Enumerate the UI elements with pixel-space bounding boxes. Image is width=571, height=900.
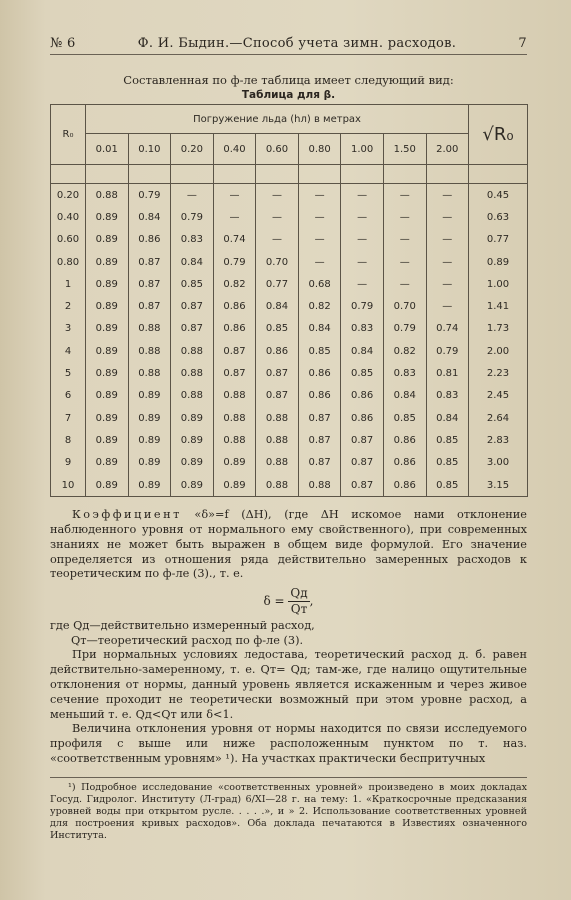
table-row — [51, 184, 528, 207]
beta-value-cell: — — [341, 184, 384, 207]
beta-value-cell: 0.85 — [426, 474, 469, 497]
beta-value-cell: 0.83 — [341, 318, 384, 340]
footnote — [50, 777, 527, 842]
beta-value-cell: 0.79 — [128, 184, 171, 207]
beta-value-cell: 0.79 — [426, 340, 469, 362]
r-value-cell: 1 — [51, 273, 86, 295]
beta-value-cell: 0.85 — [383, 407, 426, 429]
paragraph-lead: Коэффициент — [72, 508, 182, 522]
beta-value-cell: 0.88 — [256, 452, 299, 474]
beta-value-cell: 0.88 — [128, 362, 171, 384]
sqrt-value-cell: 1.00 — [469, 273, 528, 295]
table-row — [51, 295, 528, 317]
beta-value-cell: 0.89 — [171, 429, 214, 451]
beta-value-cell: 0.89 — [171, 474, 214, 497]
beta-value-cell: 0.70 — [383, 295, 426, 317]
footnote-text: ¹) Подробное исследование «соответственных уровней» произведено в моих докладах Госуд. Гидролог. Институту (Л-град) 6/XI—28 г. на тему: 1. «Краткосрочные предсказания уровней воды при открытом русле. . . . .», и » 2. Использование соответственных уровней для построения кривых расходов». Оба доклада печатаются в Известиях означенного Института. — [50, 781, 527, 841]
table-intro: Составленная по ф-ле таблица имеет следующий вид: — [123, 73, 454, 87]
r-value-cell: 5 — [51, 362, 86, 384]
sqrt-value-cell: 1.41 — [469, 295, 528, 317]
beta-value-cell: 0.84 — [171, 251, 214, 273]
beta-value-cell: 0.88 — [128, 318, 171, 340]
beta-value-cell: 0.88 — [171, 340, 214, 362]
where-line-1: где Qд—действительно измеренный расход, — [50, 618, 315, 632]
r-value-cell: 8 — [51, 429, 86, 451]
beta-value-cell: — — [341, 206, 384, 228]
beta-value-cell: 0.89 — [128, 474, 171, 497]
beta-value-cell: 0.79 — [171, 206, 214, 228]
beta-value-cell: 0.81 — [426, 362, 469, 384]
beta-value-cell: — — [256, 184, 299, 207]
depth-column-header: 0.60 — [256, 134, 299, 165]
beta-value-cell: 0.84 — [426, 407, 469, 429]
beta-value-cell: 0.87 — [171, 318, 214, 340]
beta-value-cell: 0.79 — [213, 251, 256, 273]
beta-value-cell: 0.88 — [86, 184, 129, 207]
beta-value-cell: 0.89 — [86, 206, 129, 228]
beta-value-cell: 0.85 — [426, 452, 469, 474]
body-text — [50, 508, 527, 767]
sqrt-value-cell: 0.45 — [469, 184, 528, 207]
formula-lhs: δ = — [263, 593, 285, 608]
beta-value-cell: 0.89 — [86, 251, 129, 273]
beta-value-cell: 0.85 — [298, 340, 341, 362]
beta-value-cell: 0.84 — [383, 385, 426, 407]
beta-value-cell: 0.88 — [128, 340, 171, 362]
beta-value-cell: 0.88 — [298, 474, 341, 497]
beta-value-cell: 0.86 — [213, 295, 256, 317]
sqrt-value-cell: 0.63 — [469, 206, 528, 228]
beta-value-cell: — — [383, 206, 426, 228]
beta-value-cell: 0.84 — [298, 318, 341, 340]
beta-value-cell: 0.87 — [213, 340, 256, 362]
beta-value-cell: 0.83 — [383, 362, 426, 384]
beta-value-cell: — — [341, 229, 384, 251]
r-value-cell: 4 — [51, 340, 86, 362]
table-row — [51, 385, 528, 407]
beta-value-cell: 0.82 — [213, 273, 256, 295]
beta-value-cell: — — [213, 184, 256, 207]
formula — [50, 586, 527, 617]
r-value-cell: 0.40 — [51, 206, 86, 228]
sqrt-value-cell: 2.45 — [469, 385, 528, 407]
beta-value-cell: — — [171, 184, 214, 207]
table-row — [51, 429, 528, 451]
beta-value-cell: — — [341, 251, 384, 273]
beta-value-cell: 0.87 — [298, 452, 341, 474]
beta-value-cell: 0.83 — [171, 229, 214, 251]
r-value-cell: 2 — [51, 295, 86, 317]
table-row — [51, 251, 528, 273]
beta-value-cell: 0.88 — [171, 385, 214, 407]
beta-value-cell: — — [298, 206, 341, 228]
beta-value-cell: — — [426, 229, 469, 251]
r-column-header: R₀ — [51, 105, 86, 165]
beta-value-cell: 0.87 — [341, 429, 384, 451]
beta-value-cell: 0.86 — [298, 362, 341, 384]
beta-value-cell: 0.87 — [128, 295, 171, 317]
beta-value-cell: 0.82 — [383, 340, 426, 362]
beta-value-cell: 0.88 — [213, 429, 256, 451]
sqrt-value-cell: 2.23 — [469, 362, 528, 384]
beta-value-cell: 0.79 — [341, 295, 384, 317]
table-caption: Таблица для β. — [241, 89, 336, 101]
beta-value-cell: — — [426, 273, 469, 295]
r-value-cell: 0.20 — [51, 184, 86, 207]
table-row — [51, 206, 528, 228]
formula-numerator: Qд — [290, 586, 308, 601]
depth-column-header: 1.50 — [383, 134, 426, 165]
depth-column-header: 2.00 — [426, 134, 469, 165]
issue-number: № 6 — [50, 36, 76, 51]
sqrt-value-cell: 0.89 — [469, 251, 528, 273]
beta-value-cell: — — [213, 206, 256, 228]
beta-value-cell: 0.87 — [256, 362, 299, 384]
beta-value-cell: 0.86 — [298, 385, 341, 407]
beta-value-cell: 0.88 — [213, 407, 256, 429]
beta-value-cell: 0.87 — [298, 429, 341, 451]
beta-value-cell: 0.86 — [341, 407, 384, 429]
beta-value-cell: 0.84 — [341, 340, 384, 362]
beta-value-cell: 0.89 — [86, 407, 129, 429]
formula-denominator: Qт — [290, 601, 308, 616]
beta-value-cell: 0.89 — [86, 229, 129, 251]
beta-value-cell: 0.89 — [128, 385, 171, 407]
beta-value-cell: — — [383, 251, 426, 273]
r-value-cell: 7 — [51, 407, 86, 429]
formula-fraction — [288, 586, 309, 617]
where-line-2: Qт—теоретический расход по ф-ле (3). — [71, 633, 304, 647]
beta-value-cell: 0.84 — [128, 206, 171, 228]
r-value-cell: 10 — [51, 474, 86, 497]
table-row — [51, 452, 528, 474]
beta-value-cell: 0.86 — [213, 318, 256, 340]
beta-value-cell: 0.86 — [383, 429, 426, 451]
beta-value-cell: 0.89 — [86, 362, 129, 384]
beta-value-cell: 0.89 — [128, 407, 171, 429]
r-value-cell: 6 — [51, 385, 86, 407]
beta-value-cell: 0.74 — [426, 318, 469, 340]
beta-value-cell: 0.87 — [128, 273, 171, 295]
beta-value-cell: — — [298, 184, 341, 207]
beta-value-cell: 0.85 — [256, 318, 299, 340]
header-title: Ф. И. Быдин.—Способ учета зимн. расходов. — [137, 36, 457, 51]
beta-value-cell: 0.89 — [128, 429, 171, 451]
beta-value-cell: — — [383, 273, 426, 295]
beta-value-cell: 0.88 — [256, 429, 299, 451]
formula-tail: , — [309, 593, 314, 608]
beta-value-cell: 0.87 — [256, 385, 299, 407]
beta-value-cell: 0.86 — [341, 385, 384, 407]
beta-value-cell: 0.89 — [86, 385, 129, 407]
table-row — [51, 474, 528, 497]
beta-value-cell: 0.89 — [86, 295, 129, 317]
beta-value-cell: 0.84 — [256, 295, 299, 317]
beta-value-cell: — — [298, 251, 341, 273]
sqrt-value-cell: 2.64 — [469, 407, 528, 429]
beta-value-cell: 0.89 — [86, 273, 129, 295]
depth-column-header: 1.00 — [341, 134, 384, 165]
page-number: 7 — [518, 36, 527, 51]
beta-value-cell: 0.89 — [213, 452, 256, 474]
beta-value-cell: 0.85 — [171, 273, 214, 295]
beta-value-cell: 0.89 — [86, 452, 129, 474]
paragraph-2: При нормальных условиях ледостава, теоретический расход д. б. равен действительно-замеренному, т. е. Qт= Qд; там-же, где налицо ощутительные отклонения от нормы, данный уровень является искаженным и через живое сечение проходит не теоретически возможный при этом уровне расход, а меньший т. е. Qд<Qт или δ<1. — [50, 648, 527, 721]
beta-value-cell: 0.88 — [171, 362, 214, 384]
running-header — [50, 36, 527, 55]
beta-value-cell: 0.68 — [298, 273, 341, 295]
beta-value-cell: 0.89 — [86, 429, 129, 451]
beta-value-cell: 0.82 — [298, 295, 341, 317]
beta-value-cell: — — [256, 206, 299, 228]
beta-value-cell: 0.89 — [171, 407, 214, 429]
beta-value-cell: 0.87 — [128, 251, 171, 273]
paragraph-1: «δ»=f (ΔH), (где ΔH искомое нами отклонение наблюденного уровня от нормального ему свойственного), при современных знаниях не может быть выражен в общем виде формулой. Его значение определяется из отношения ряда действительно замеренных расходов к теоретическим по ф-ле (3)., т. е. — [50, 508, 527, 581]
beta-value-cell: 0.88 — [256, 474, 299, 497]
beta-value-cell: 0.89 — [86, 340, 129, 362]
r-value-cell: 0.80 — [51, 251, 86, 273]
table-row — [51, 340, 528, 362]
sqrt-value-cell: 1.73 — [469, 318, 528, 340]
beta-value-cell: 0.89 — [128, 452, 171, 474]
beta-value-cell: — — [426, 251, 469, 273]
beta-value-cell: 0.88 — [213, 385, 256, 407]
beta-value-cell: — — [298, 229, 341, 251]
table-row — [51, 273, 528, 295]
beta-value-cell: 0.77 — [256, 273, 299, 295]
beta-value-cell: — — [426, 184, 469, 207]
depth-column-header: 0.10 — [128, 134, 171, 165]
beta-value-cell: 0.86 — [383, 474, 426, 497]
beta-value-cell: 0.87 — [341, 452, 384, 474]
beta-value-cell: 0.87 — [341, 474, 384, 497]
r-value-cell: 3 — [51, 318, 86, 340]
depth-column-header: 0.80 — [298, 134, 341, 165]
depth-column-header: 0.20 — [171, 134, 214, 165]
table-row — [51, 229, 528, 251]
beta-value-cell: 0.86 — [256, 340, 299, 362]
table-row — [51, 318, 528, 340]
sqrt-value-cell: 0.77 — [469, 229, 528, 251]
table-row — [51, 362, 528, 384]
beta-value-cell: 0.86 — [383, 452, 426, 474]
sqrt-value-cell: 3.00 — [469, 452, 528, 474]
beta-value-cell: 0.87 — [171, 295, 214, 317]
sqrt-value-cell: 3.15 — [469, 474, 528, 497]
beta-value-cell: 0.79 — [383, 318, 426, 340]
depth-column-header: 0.01 — [86, 134, 129, 165]
beta-value-cell: — — [341, 273, 384, 295]
r-value-cell: 0.60 — [51, 229, 86, 251]
beta-value-cell: 0.86 — [128, 229, 171, 251]
beta-value-cell: 0.74 — [213, 229, 256, 251]
beta-value-cell: 0.87 — [213, 362, 256, 384]
paragraph-3: Величина отклонения уровня от нормы находится по связи исследуемого профиля с выше или ниже расположенным пунктом по т. наз. «соответственным уровням» ¹). На участках практически беспритучных — [50, 722, 527, 765]
beta-table — [50, 104, 528, 497]
beta-value-cell: 0.89 — [171, 452, 214, 474]
beta-value-cell: 0.70 — [256, 251, 299, 273]
beta-value-cell: 0.85 — [426, 429, 469, 451]
beta-value-cell: 0.88 — [256, 407, 299, 429]
beta-value-cell: 0.83 — [426, 385, 469, 407]
r-value-cell: 9 — [51, 452, 86, 474]
beta-value-cell: — — [256, 229, 299, 251]
table-row — [51, 407, 528, 429]
depth-column-header: 0.40 — [213, 134, 256, 165]
beta-value-cell: — — [426, 206, 469, 228]
beta-value-cell: — — [383, 229, 426, 251]
beta-value-cell: 0.87 — [298, 407, 341, 429]
sqrt-column-header: √R₀ — [469, 105, 528, 165]
sqrt-value-cell: 2.00 — [469, 340, 528, 362]
beta-value-cell: 0.89 — [86, 318, 129, 340]
beta-value-cell: 0.85 — [341, 362, 384, 384]
sqrt-value-cell: 2.83 — [469, 429, 528, 451]
group-header: Погружение льда (hл) в метрах — [86, 105, 469, 134]
beta-value-cell: 0.89 — [213, 474, 256, 497]
beta-value-cell: — — [426, 295, 469, 317]
beta-value-cell: — — [383, 184, 426, 207]
beta-value-cell: 0.89 — [86, 474, 129, 497]
